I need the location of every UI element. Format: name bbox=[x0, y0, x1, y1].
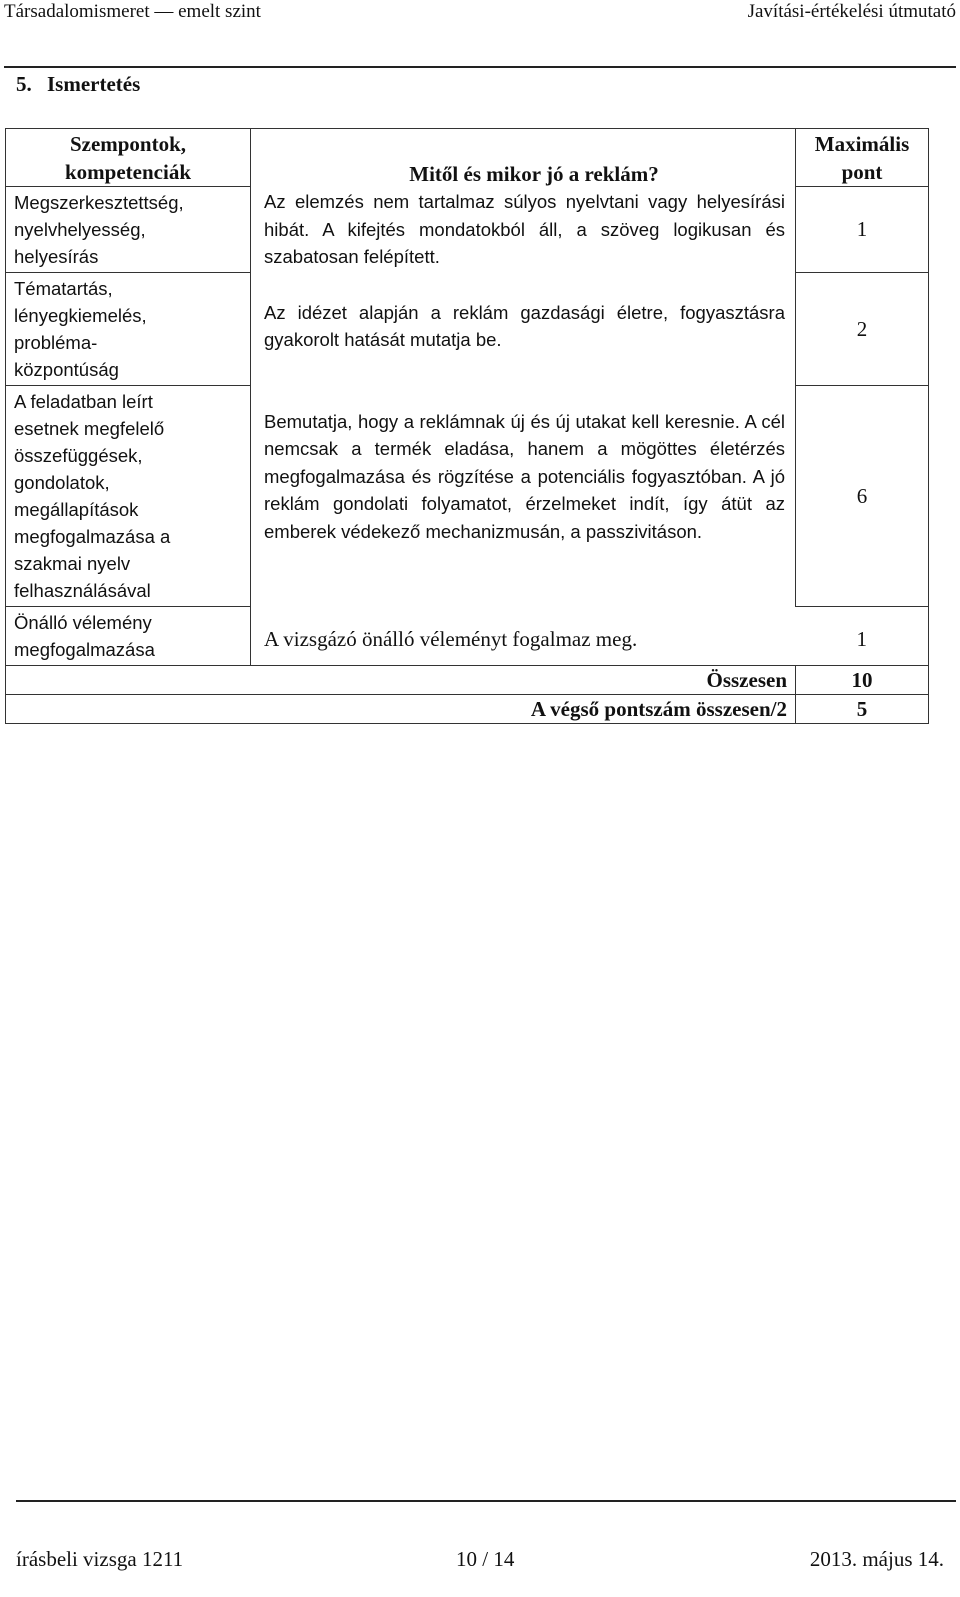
footer-rule bbox=[16, 1500, 956, 1502]
total-value: 10 bbox=[796, 666, 929, 695]
scoring-table-wrapper bbox=[5, 128, 928, 724]
table-row bbox=[6, 273, 929, 386]
points-cell: 1 bbox=[796, 187, 929, 273]
section-title bbox=[16, 72, 140, 97]
section-heading: Ismertetés bbox=[47, 72, 141, 96]
footer-page-number: 10 / 14 bbox=[456, 1547, 515, 1571]
header-subject: Társadalomismeret — emelt szint bbox=[4, 1, 261, 22]
criterion-cell: Tématartás, lényegkiemelés, probléma- központúság bbox=[6, 273, 251, 386]
final-score-label: A végső pontszám összesen/2 bbox=[6, 695, 796, 724]
criterion-cell: Önálló vélemény megfogalmazása bbox=[6, 607, 251, 666]
scoring-table bbox=[5, 128, 929, 724]
points-cell: 2 bbox=[796, 273, 929, 386]
criterion-cell: Megszerkesztettség, nyelvhelyesség, helyesírás bbox=[6, 187, 251, 273]
header-rule bbox=[4, 66, 956, 68]
total-label: Összesen bbox=[6, 666, 796, 695]
description-column-header: Mitől és mikor jó a reklám? bbox=[251, 129, 796, 187]
footer-date: 2013. május 14. bbox=[809, 1547, 944, 1571]
table-row bbox=[6, 386, 929, 607]
table-header-row bbox=[6, 129, 929, 187]
header-doc-type: Javítási-értékelési útmutató bbox=[747, 1, 956, 22]
page-header bbox=[0, 0, 960, 30]
description-cell: A vizsgázó önálló véleményt fogalmaz meg. bbox=[251, 607, 796, 666]
criteria-column-header: Szempontok, kompetenciák bbox=[6, 129, 251, 187]
points-column-header: Maximális pont bbox=[796, 129, 929, 187]
points-cell: 6 bbox=[796, 386, 929, 607]
footer-exam-id: írásbeli vizsga 1211 bbox=[16, 1547, 184, 1571]
description-cell: Az elemzés nem tartalmaz súlyos nyelvtani vagy helyesírási hibát. A kifejtés mondatokból áll, a szöveg logikusan és szabatosan felépített. bbox=[251, 187, 796, 273]
description-cell: Az idézet alapján a reklám gazdasági életre, fogyasztásra gyakorolt hatását mutatja be. bbox=[251, 273, 796, 386]
table-row bbox=[6, 187, 929, 273]
description-cell: Bemutatja, hogy a reklámnak új és új utakat kell keresnie. A cél nemcsak a termék eladása, hanem a mögöttes életérzés megfogalmazása és rögzítése a potenciális fogyasztóban. A jó reklám gondolati folyamatot, érzelmeket indít, így átüt az emberek védekező mechanizmusán, a passzivitáson. bbox=[251, 386, 796, 607]
section-number: 5. bbox=[16, 72, 32, 96]
final-score-row bbox=[6, 695, 929, 724]
final-score-value: 5 bbox=[796, 695, 929, 724]
criterion-cell: A feladatban leírt esetnek megfelelő összefüggések, gondolatok, megállapítások megfogalmazása a szakmai nyelv felhasználásával bbox=[6, 386, 251, 607]
table-row bbox=[6, 607, 929, 666]
total-row bbox=[6, 666, 929, 695]
points-cell: 1 bbox=[796, 607, 929, 666]
